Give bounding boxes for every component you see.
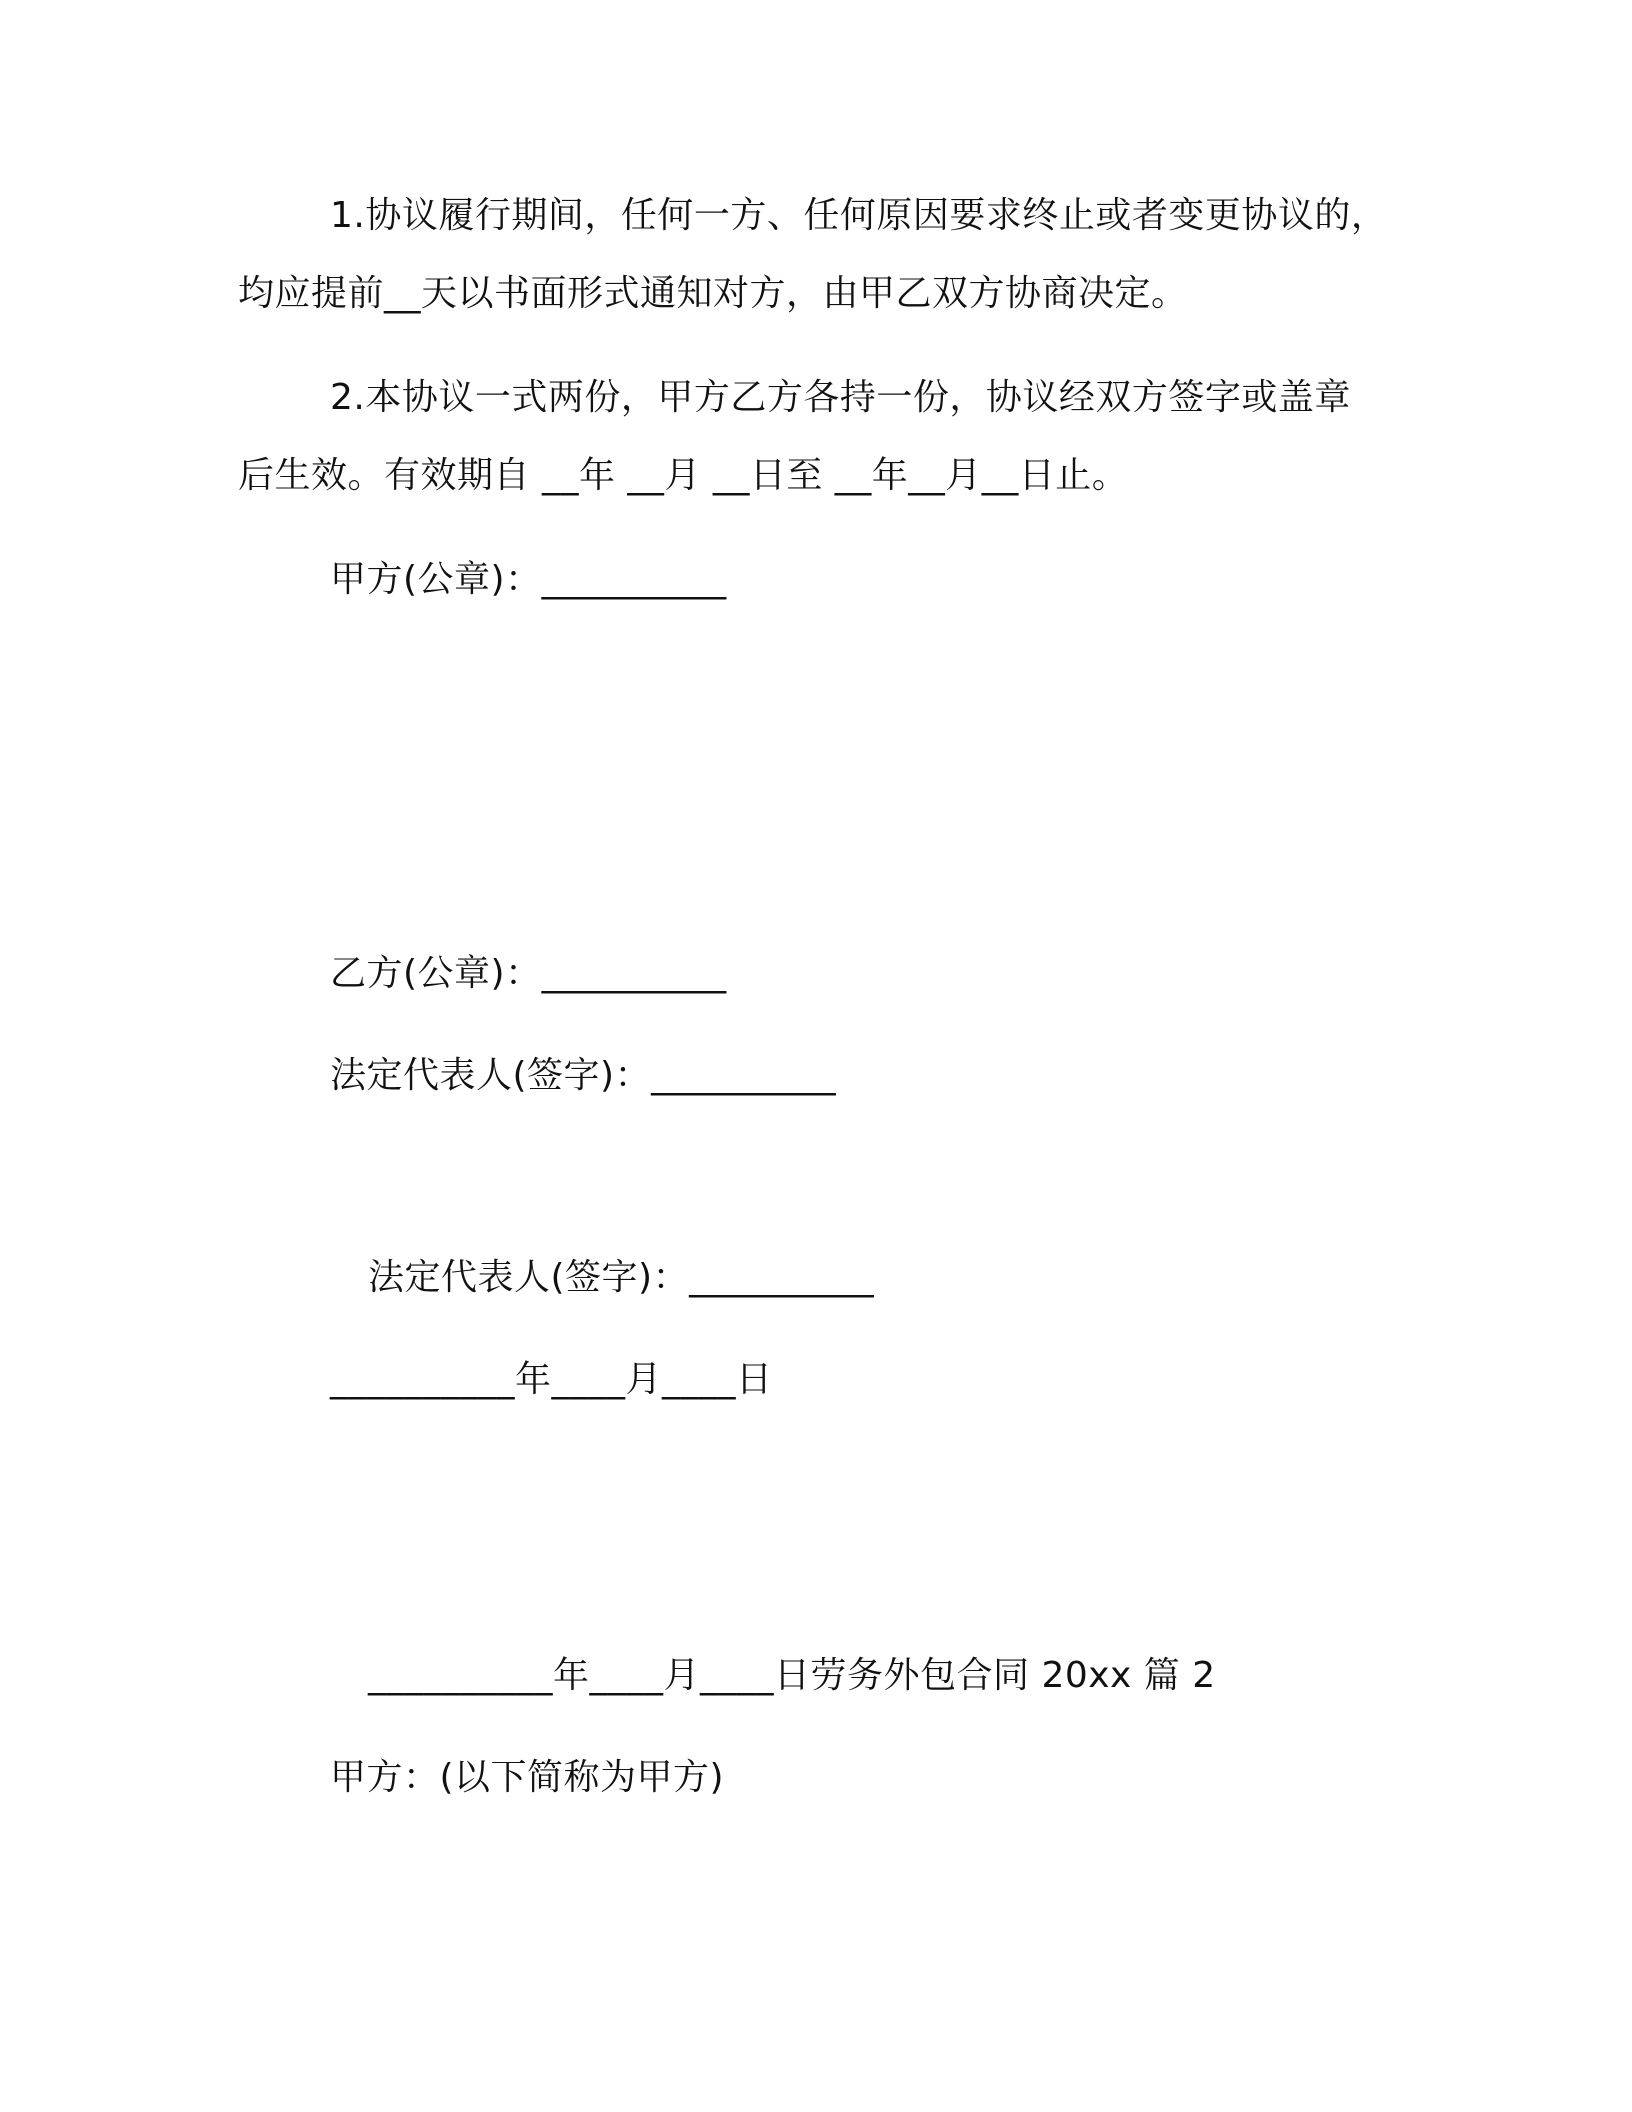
party-a-seal: 甲方(公章)：__________ — [330, 559, 727, 600]
legal-representative-signature-1: 法定代表人(签字)：__________ — [330, 1055, 837, 1096]
date-line: __________年____月____日 — [330, 1359, 773, 1400]
clause1-line1: 1.协议履行期间，任何一方、任何原因要求终止或者变更协议的， — [330, 195, 1388, 236]
clause2-line1: 2.本协议一式两份，甲方乙方各持一份，协议经双方签字或盖章 — [330, 377, 1351, 418]
party-a-intro: 甲方：(以下简称为甲方) — [330, 1757, 725, 1798]
clause1-line2: 均应提前__天以书面形式通知对方，由甲乙双方协商决定。 — [238, 273, 1188, 314]
legal-representative-signature-2: 法定代表人(签字)：__________ — [368, 1257, 875, 1298]
party-b-seal: 乙方(公章)：__________ — [330, 953, 727, 994]
clause2-line2: 后生效。有效期自 __年 __月 __日至 __年__月__日止。 — [238, 455, 1129, 496]
contract-title-line: __________年____月____日劳务外包合同 20xx 篇 2 — [368, 1655, 1216, 1696]
